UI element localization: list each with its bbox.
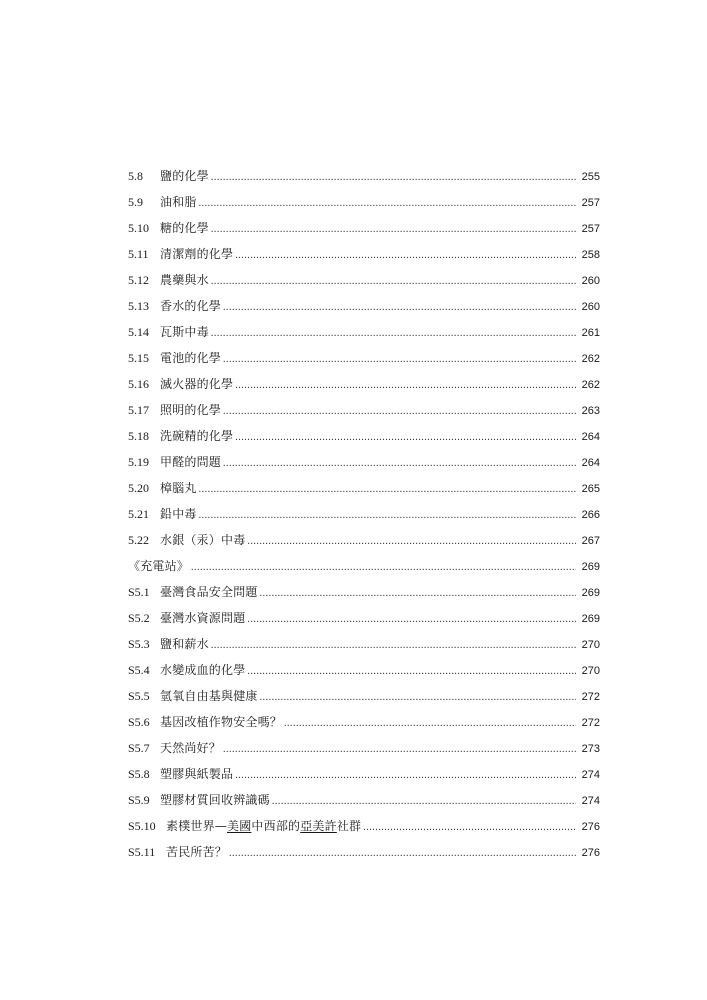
toc-entry-title: 樟腦丸	[160, 481, 197, 495]
dot-leader	[211, 321, 576, 347]
toc-entry-title: 鹽的化學	[160, 169, 209, 183]
dot-leader	[229, 841, 576, 867]
toc-supplement-entry[interactable]	[128, 605, 600, 631]
toc-entry[interactable]	[128, 475, 600, 501]
toc-entry-number: S5.8	[128, 767, 150, 781]
toc-entry[interactable]	[128, 319, 600, 345]
toc-entry-title: 油和脂	[160, 195, 197, 209]
toc-supplement-entry[interactable]	[128, 839, 600, 865]
toc-entry-number: S5.6	[128, 715, 150, 729]
toc-entry-title: 塑膠材質回收辨識碼	[160, 793, 270, 807]
toc-entry-page: 274	[581, 795, 600, 807]
dot-leader	[247, 659, 576, 685]
toc-entry-title: 苦民所苦？	[166, 845, 228, 859]
toc-entry-number: 5.10	[128, 221, 149, 235]
section-heading-page: 269	[581, 561, 600, 573]
dot-leader	[235, 425, 576, 451]
toc-entry-number: S5.11	[128, 845, 156, 859]
section-heading-title: 《充電站》	[128, 559, 190, 573]
toc-entry-page: 263	[581, 405, 600, 417]
toc-entry-number: 5.13	[128, 299, 149, 313]
toc-entry-number: 5.16	[128, 377, 149, 391]
toc-entry-page: 264	[581, 431, 600, 443]
toc-entry[interactable]	[128, 423, 600, 449]
toc-supplement-entry[interactable]	[128, 761, 600, 787]
dot-leader	[272, 789, 576, 815]
dot-leader	[199, 477, 576, 503]
dot-leader	[223, 347, 576, 373]
toc-entry-title: 水變成血的化學	[160, 663, 246, 677]
toc-entry-number: 5.22	[128, 533, 149, 547]
toc-entry-page: 264	[581, 457, 600, 469]
toc-entry-title: 臺灣水資源問題	[160, 611, 246, 625]
title-part: 素樸世界—	[166, 819, 228, 833]
dot-leader	[363, 815, 576, 841]
dot-leader	[223, 451, 576, 477]
toc-supplement-entry[interactable]	[128, 787, 600, 813]
toc-entry-title: 滅火器的化學	[160, 377, 234, 391]
toc-entry-title	[166, 813, 361, 839]
title-part-underlined: 美國	[227, 819, 252, 833]
toc-entry-number: 5.18	[128, 429, 149, 443]
title-part-underlined: 亞美許	[300, 819, 337, 833]
toc-entry-number: S5.1	[128, 585, 150, 599]
toc-entry-page: 267	[581, 535, 600, 547]
toc-entry-number: S5.5	[128, 689, 150, 703]
toc-entry-page: 276	[581, 847, 600, 859]
dot-leader	[284, 711, 576, 737]
toc-entry-title: 農藥與水	[160, 273, 209, 287]
toc-entry-page: 262	[581, 353, 600, 365]
toc-entry-title: 照明的化學	[160, 403, 222, 417]
toc-section-heading[interactable]	[128, 553, 600, 579]
dot-leader	[247, 607, 576, 633]
toc-entry-page: 262	[581, 379, 600, 391]
toc-entry-number: S5.10	[128, 819, 156, 833]
toc-entry-page: 257	[581, 223, 600, 235]
toc-entry-number: S5.9	[128, 793, 150, 807]
toc-supplement-entry[interactable]	[128, 579, 600, 605]
toc-entry-title: 香水的化學	[160, 299, 222, 313]
toc-entry[interactable]	[128, 215, 600, 241]
toc-supplement-entry[interactable]	[128, 657, 600, 683]
dot-leader	[223, 295, 576, 321]
toc-entry-page: 266	[581, 509, 600, 521]
toc-entry-page: 276	[581, 821, 600, 833]
toc-entry-title: 臺灣食品安全問題	[160, 585, 258, 599]
toc-entry-page: 272	[581, 691, 600, 703]
toc-entry-page: 270	[581, 639, 600, 651]
toc-entry[interactable]	[128, 189, 600, 215]
dot-leader	[260, 685, 576, 711]
toc-entry-number: 5.14	[128, 325, 149, 339]
toc-entry-page: 261	[581, 327, 600, 339]
toc-entry-page: 260	[581, 301, 600, 313]
toc-entry-number: 5.17	[128, 403, 149, 417]
dot-leader	[199, 503, 576, 529]
dot-leader	[211, 269, 576, 295]
toc-entry-page: 270	[581, 665, 600, 677]
dot-leader	[223, 737, 576, 763]
dot-leader	[235, 243, 576, 269]
toc-entry-title: 瓦斯中毒	[160, 325, 209, 339]
toc-entry-number: 5.15	[128, 351, 149, 365]
toc-entry-number: 5.21	[128, 507, 149, 521]
toc-entry-title: 糖的化學	[160, 221, 209, 235]
toc-entry-number: 5.9	[128, 195, 143, 209]
toc-entry-page: 273	[581, 743, 600, 755]
toc-entry[interactable]	[128, 267, 600, 293]
toc-entry-number: S5.2	[128, 611, 150, 625]
dot-leader	[211, 165, 576, 191]
dot-leader	[260, 581, 576, 607]
toc-entry-title: 清潔劑的化學	[160, 247, 234, 261]
toc-supplement-entry[interactable]	[128, 709, 600, 735]
toc-entry[interactable]	[128, 449, 600, 475]
toc-entry-title: 塑膠與紙製品	[160, 767, 234, 781]
toc-entry-title: 氫氧自由基與健康	[160, 689, 258, 703]
toc-entry[interactable]	[128, 397, 600, 423]
toc-entry-number: 5.11	[128, 247, 149, 261]
toc-entry[interactable]	[128, 293, 600, 319]
toc-entry-page: 260	[581, 275, 600, 287]
toc-entry[interactable]	[128, 501, 600, 527]
toc-supplement-entry[interactable]	[128, 631, 600, 657]
toc-entry-title: 天然尚好？	[160, 741, 222, 755]
dot-leader	[247, 529, 576, 555]
toc-supplement-entry[interactable]	[128, 735, 600, 761]
dot-leader	[191, 555, 576, 581]
toc-entry[interactable]	[128, 371, 600, 397]
toc-entry-title: 基因改植作物安全嗎？	[160, 715, 283, 729]
toc-supplement-entry[interactable]	[128, 813, 600, 839]
dot-leader	[235, 373, 576, 399]
toc-entry-title: 洗碗精的化學	[160, 429, 234, 443]
toc-entry-title: 鹽和薪水	[160, 637, 209, 651]
toc-supplement-entry[interactable]	[128, 683, 600, 709]
toc-entry-page: 269	[581, 613, 600, 625]
dot-leader	[211, 633, 576, 659]
toc-entry[interactable]	[128, 241, 600, 267]
toc-entry-number: 5.8	[128, 169, 143, 183]
toc-entry-page: 265	[581, 483, 600, 495]
toc-entry[interactable]	[128, 163, 600, 189]
toc-entry-title: 鉛中毒	[160, 507, 197, 521]
dot-leader	[223, 399, 576, 425]
toc-entry[interactable]	[128, 345, 600, 371]
dot-leader	[211, 217, 576, 243]
toc-entry-title: 水銀（汞）中毒	[160, 533, 246, 547]
toc-entry-number: 5.20	[128, 481, 149, 495]
toc-entry-title: 電池的化學	[160, 351, 222, 365]
dot-leader	[199, 191, 576, 217]
toc-entry-page: 258	[581, 249, 600, 261]
toc-entry-number: 5.12	[128, 273, 149, 287]
toc-entry-number: S5.7	[128, 741, 150, 755]
toc-entry-page: 257	[581, 197, 600, 209]
toc-entry-page: 255	[581, 171, 600, 183]
toc-entry-page: 274	[581, 769, 600, 781]
toc-entry-number: S5.3	[128, 637, 150, 651]
toc-entry-page: 272	[581, 717, 600, 729]
toc-entry-number: S5.4	[128, 663, 150, 677]
table-of-contents	[128, 163, 600, 865]
title-part: 社群	[336, 819, 362, 833]
title-part: 中西部的	[251, 819, 301, 833]
dot-leader	[235, 763, 576, 789]
toc-entry-title: 甲醛的問題	[160, 455, 222, 469]
toc-entry-page: 269	[581, 587, 600, 599]
toc-entry-number: 5.19	[128, 455, 149, 469]
toc-entry[interactable]	[128, 527, 600, 553]
